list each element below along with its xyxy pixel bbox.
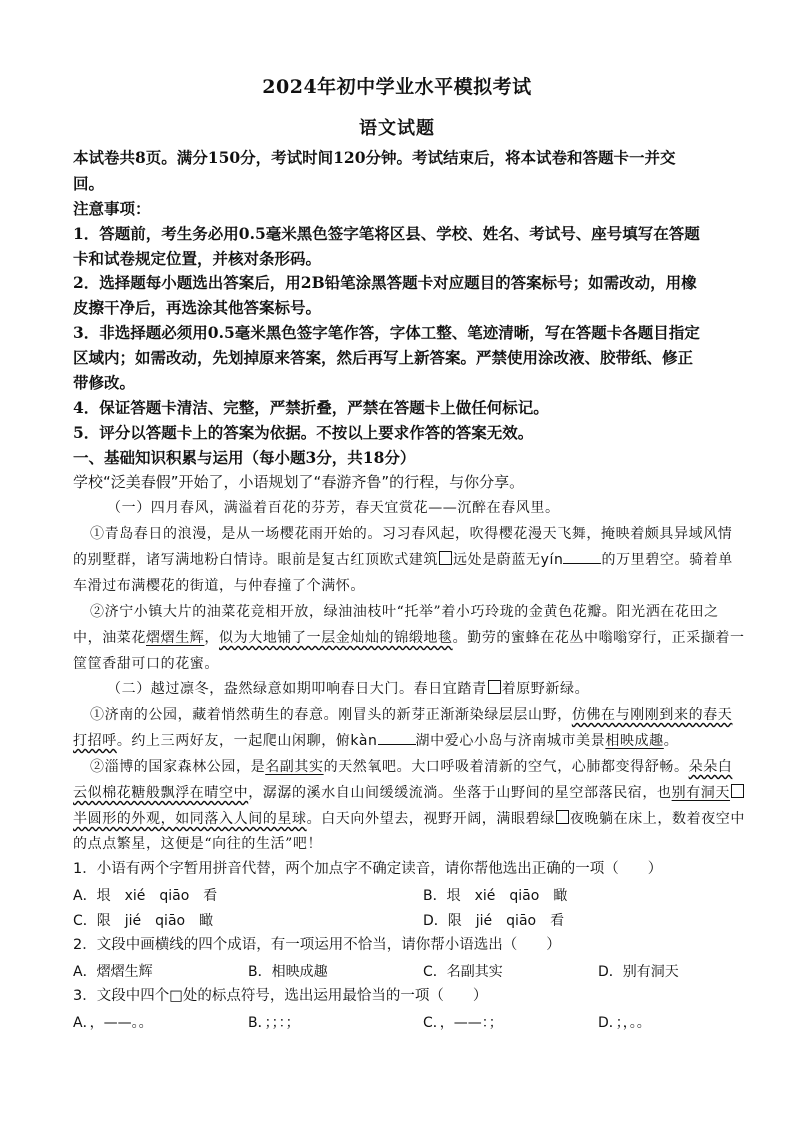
question-1-option-c[interactable]: C．限 jié qiāo 瞰 <box>73 913 214 929</box>
notice-rule-1a: 1．答题前，考生务必用0.5毫米黑色签字笔将区县、学校、姓名、考试号、座号填写在答题 <box>73 224 700 243</box>
wavy-sentence-2a: 仿佛在与刚刚到来的春天 <box>571 707 733 723</box>
question-1-option-b[interactable]: B．垠 xié qiāo 瞰 <box>423 888 568 904</box>
idiom-4: 别有洞天 <box>671 785 731 801</box>
question-3-option-c[interactable]: C．，——：； <box>423 1015 503 1031</box>
question-2-option-b[interactable]: B．相映成趣 <box>248 964 328 980</box>
notice-heading: 注意事项： <box>73 199 151 218</box>
punctuation-box-4 <box>556 810 569 824</box>
notice-rule-3a: 3．非选择题必须用0.5毫米黑色签字笔作答，字体工整、笔迹清晰，写在答题卡各题目指定 <box>73 323 700 342</box>
punctuation-box-1 <box>439 551 452 565</box>
question-3-stem: 3．文段中四个□处的标点符号，选出运用最恰当的一项（ ） <box>73 988 488 1004</box>
section-1-heading: 一、基础知识积累与运用（每小题3分，共18分） <box>73 448 416 467</box>
question-1-option-a[interactable]: A．垠 xié qiāo 看 <box>73 888 218 904</box>
question-1-stem: 1．小语有两个字暂用拼音代替，两个加点字不确定读音，请你帮他选出正确的一项（ ） <box>73 861 663 877</box>
passage-para-zibo-3: 半圆形的外观，如同落入人间的星球。白天向外望去，视野开阔，满眼碧绿 夜晚躺在床上，数着夜空中 <box>73 811 746 827</box>
passage-para-zibo-2: 云似棉花糖般飘浮在晴空中，潺潺的溪水自山间缓缓流淌。坐落于山野间的星空部落民宿，也别有洞天 <box>73 783 745 803</box>
question-2-option-c[interactable]: C．名副其实 <box>423 964 503 980</box>
passage-para-zibo-4: 的点点繁星，这便是“向往的生活”吧！ <box>73 836 323 852</box>
question-3-option-a[interactable]: A．，——。。 <box>73 1015 153 1031</box>
intro-line-1: 本试卷共8页。满分150分，考试时间120分钟。考试结束后，将本试卷和答题卡一并交 <box>73 148 676 167</box>
passage-para-qingdao-2: 的别墅群，诸写满地粉白情诗。眼前是复古红顶欧式建筑 远处是蔚蓝无yín 的万里碧空。骑着单 <box>73 552 733 568</box>
punctuation-box-2 <box>488 680 501 694</box>
pinyin-yin: yín <box>540 552 564 568</box>
notice-rule-2a: 2．选择题每小题选出答案后，用2B铅笔涂黑答题卡对应题目的答案标号；如需改动，用橡 <box>73 273 697 292</box>
intro-line-2: 回。 <box>73 174 105 193</box>
wavy-sentence-4: 半圆形的外观，如同落入人间的星球 <box>73 811 307 827</box>
exam-subject: 语文试题 <box>359 118 435 139</box>
question-3-option-d[interactable]: D．；，。。 <box>598 1015 651 1031</box>
question-3-option-b[interactable]: B．；；：； <box>248 1015 300 1031</box>
section-1-lead: 学校“泛美春假”开始了，小语规划了“春游齐鲁”的行程，与你分享。 <box>73 473 525 491</box>
passage-para-jinan-2: 打招呼。约上三两好友，一起爬山闲聊，俯kàn 湖中爱心小岛与济南城市美景相映成趣。 <box>73 733 679 749</box>
punctuation-box-3 <box>731 784 744 798</box>
question-2-option-d[interactable]: D．别有洞天 <box>598 964 679 980</box>
wavy-sentence-2b: 打招呼 <box>73 733 117 749</box>
wavy-sentence-3a: 朵朵白 <box>688 759 733 775</box>
passage-para-jining-2: 中，油菜花熠熠生辉，似为大地铺了一层金灿灿的锦缎地毯。勤劳的蜜蜂在花丛中嗡嗡穿行，正采撷着一 <box>73 630 745 646</box>
exam-title: 2024年初中学业水平模拟考试 <box>262 76 532 98</box>
notice-rule-4: 4．保证答题卡清洁、完整，严禁折叠，严禁在答题卡上做任何标记。 <box>73 398 549 417</box>
wavy-sentence-1: 似为大地铺了一层金灿灿的锦缎地毯 <box>219 630 453 646</box>
notice-rule-3c: 带修改。 <box>73 373 136 392</box>
wavy-sentence-3b: 云似棉花糖般飘浮在晴空中 <box>73 785 249 801</box>
passage-para-jining-1: ②济宁小镇大片的油菜花竞相开放，绿油油枝叶“托举”着小巧玲珑的金黄色花瓣。阳光洒在花田之 <box>90 604 719 620</box>
passage-para-qingdao-1: ①青岛春日的浪漫，是从一场樱花雨开始的。习习春风起，吹得樱花漫天飞舞，掩映着颇具异域风情 <box>90 526 733 542</box>
passage-para-zibo-1: ②淄博的国家森林公园，是名副其实的天然氧吧。大口呼吸着清新的空气，心肺都变得舒畅。朵朵白 <box>90 759 733 775</box>
passage-part-1-heading: （一）四月春风，满溢着百花的芬芳，春天宜赏花——沉醉在春风里。 <box>107 500 560 516</box>
notice-rule-5: 5．评分以答题卡上的答案为依据。不按以上要求作答的答案无效。 <box>73 423 534 442</box>
notice-rule-3b: 区域内；如需改动，先划掉原来答案，然后再写上新答案。严禁使用涂改液、胶带纸、修正 <box>73 348 694 367</box>
pinyin-kan: kàn <box>350 733 378 749</box>
passage-para-jining-3: 筐筐香甜可口的花蜜。 <box>73 656 219 672</box>
question-2-option-a[interactable]: A．熠熠生辉 <box>73 964 153 980</box>
question-2-stem: 2．文段中画横线的四个成语，有一项运用不恰当，请你帮小语选出（ ） <box>73 937 561 953</box>
idiom-2: 相映成趣 <box>605 733 664 749</box>
idiom-3: 名副其实 <box>265 759 324 775</box>
idiom-1: 熠熠生辉 <box>146 630 205 646</box>
answer-blank-2 <box>378 732 416 745</box>
answer-blank-1 <box>563 551 601 564</box>
passage-para-jinan-1: ①济南的公园，藏着悄然萌生的春意。刚冒头的新芽正渐渐染绿层层山野，仿佛在与刚刚到来的春天 <box>90 707 733 723</box>
notice-rule-2b: 皮擦干净后，再选涂其他答案标号。 <box>73 298 322 317</box>
notice-rule-1b: 卡和试卷规定位置，并核对条形码。 <box>73 249 322 268</box>
passage-para-qingdao-3: 车滑过布满樱花的街道，与仲春撞了个满怀。 <box>73 578 365 594</box>
question-1-option-d[interactable]: D．限 jié qiāo 看 <box>423 913 565 929</box>
passage-part-2-heading: （二）越过凛冬，盎然绿意如期叩响春日大门。春日宜踏青 着原野新绿。 <box>107 681 590 697</box>
